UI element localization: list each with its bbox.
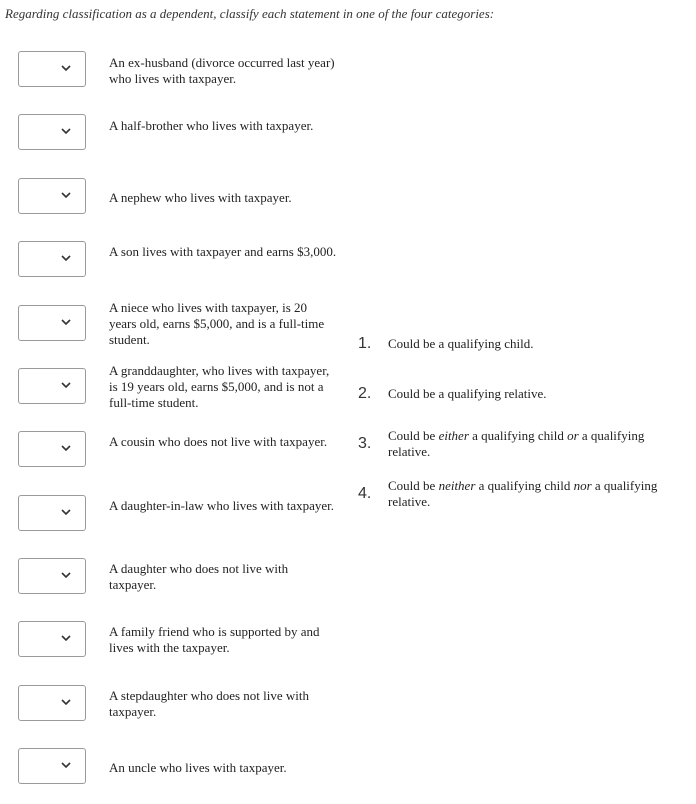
category-dropdown[interactable] <box>18 114 86 150</box>
statement-text: A daughter who does not live with taxpayer. <box>109 561 289 592</box>
statement-text: A cousin who does not live with taxpayer. <box>109 434 328 449</box>
statement-row <box>18 685 338 725</box>
statement-text: A stepdaughter who does not live with taxpayer. <box>109 688 310 719</box>
statement-text: An ex-husband (divorce occurred last year) who lives with taxpayer. <box>109 55 335 86</box>
statement-text: A half-brother who lives with taxpayer. <box>109 118 314 133</box>
chevron-down-icon <box>61 698 71 706</box>
statement-row <box>18 621 338 661</box>
chevron-down-icon <box>61 508 71 516</box>
option-text: Could be a qualifying relative. <box>388 386 547 401</box>
option-text: Could be a qualifying child. <box>388 336 534 351</box>
statement-row <box>18 178 338 218</box>
category-dropdown[interactable] <box>18 178 86 214</box>
statement-text: An uncle who lives with taxpayer. <box>109 760 287 775</box>
chevron-down-icon <box>61 64 71 72</box>
option-text: Could be either a qualifying child or a qualifying relative. <box>388 428 645 459</box>
category-dropdown[interactable] <box>18 241 86 277</box>
option-number: 4. <box>358 485 372 502</box>
statement-row <box>18 300 338 347</box>
category-dropdown[interactable] <box>18 51 86 87</box>
category-dropdown[interactable] <box>18 558 86 594</box>
chevron-down-icon <box>61 761 71 769</box>
statement-text: A daughter-in-law who lives with taxpayer. <box>109 498 335 513</box>
statement-text: A family friend who is supported by and lives with the taxpayer. <box>109 624 320 655</box>
option-text: Could be neither a qualifying child nor a qualifying relative. <box>388 478 658 509</box>
chevron-down-icon <box>61 381 71 389</box>
category-dropdown[interactable] <box>18 621 86 657</box>
category-dropdown[interactable] <box>18 368 86 404</box>
chevron-down-icon <box>61 634 71 642</box>
statement-text: A nephew who lives with taxpayer. <box>109 190 292 205</box>
statement-text: A granddaughter, who lives with taxpayer, is 19 years old, earns $5,000, and is not a full-time student. <box>109 363 330 410</box>
instructions: Regarding classification as a dependent, classify each statement in one of the four categories: <box>5 6 495 21</box>
statement-text: A son lives with taxpayer and earns $3,000. <box>109 244 337 259</box>
statement-row <box>18 558 338 598</box>
option-number: 2. <box>358 385 372 402</box>
category-dropdown[interactable] <box>18 685 86 721</box>
statement-row <box>18 114 338 154</box>
chevron-down-icon <box>61 127 71 135</box>
chevron-down-icon <box>61 444 71 452</box>
chevron-down-icon <box>61 191 71 199</box>
statement-text: A niece who lives with taxpayer, is 20 years old, earns $5,000, and is a full-time student. <box>109 300 325 347</box>
chevron-down-icon <box>61 318 71 326</box>
statement-row <box>18 431 338 471</box>
statement-row <box>18 51 338 91</box>
statement-row <box>18 241 338 281</box>
option-number: 1. <box>358 335 372 352</box>
category-dropdown[interactable] <box>18 495 86 531</box>
option-number: 3. <box>358 435 372 452</box>
chevron-down-icon <box>61 571 71 579</box>
category-dropdown[interactable] <box>18 431 86 467</box>
category-dropdown[interactable] <box>18 305 86 341</box>
statement-row <box>18 495 338 535</box>
statement-row <box>18 363 338 410</box>
statement-row <box>18 748 338 788</box>
chevron-down-icon <box>61 254 71 262</box>
category-dropdown[interactable] <box>18 748 86 784</box>
